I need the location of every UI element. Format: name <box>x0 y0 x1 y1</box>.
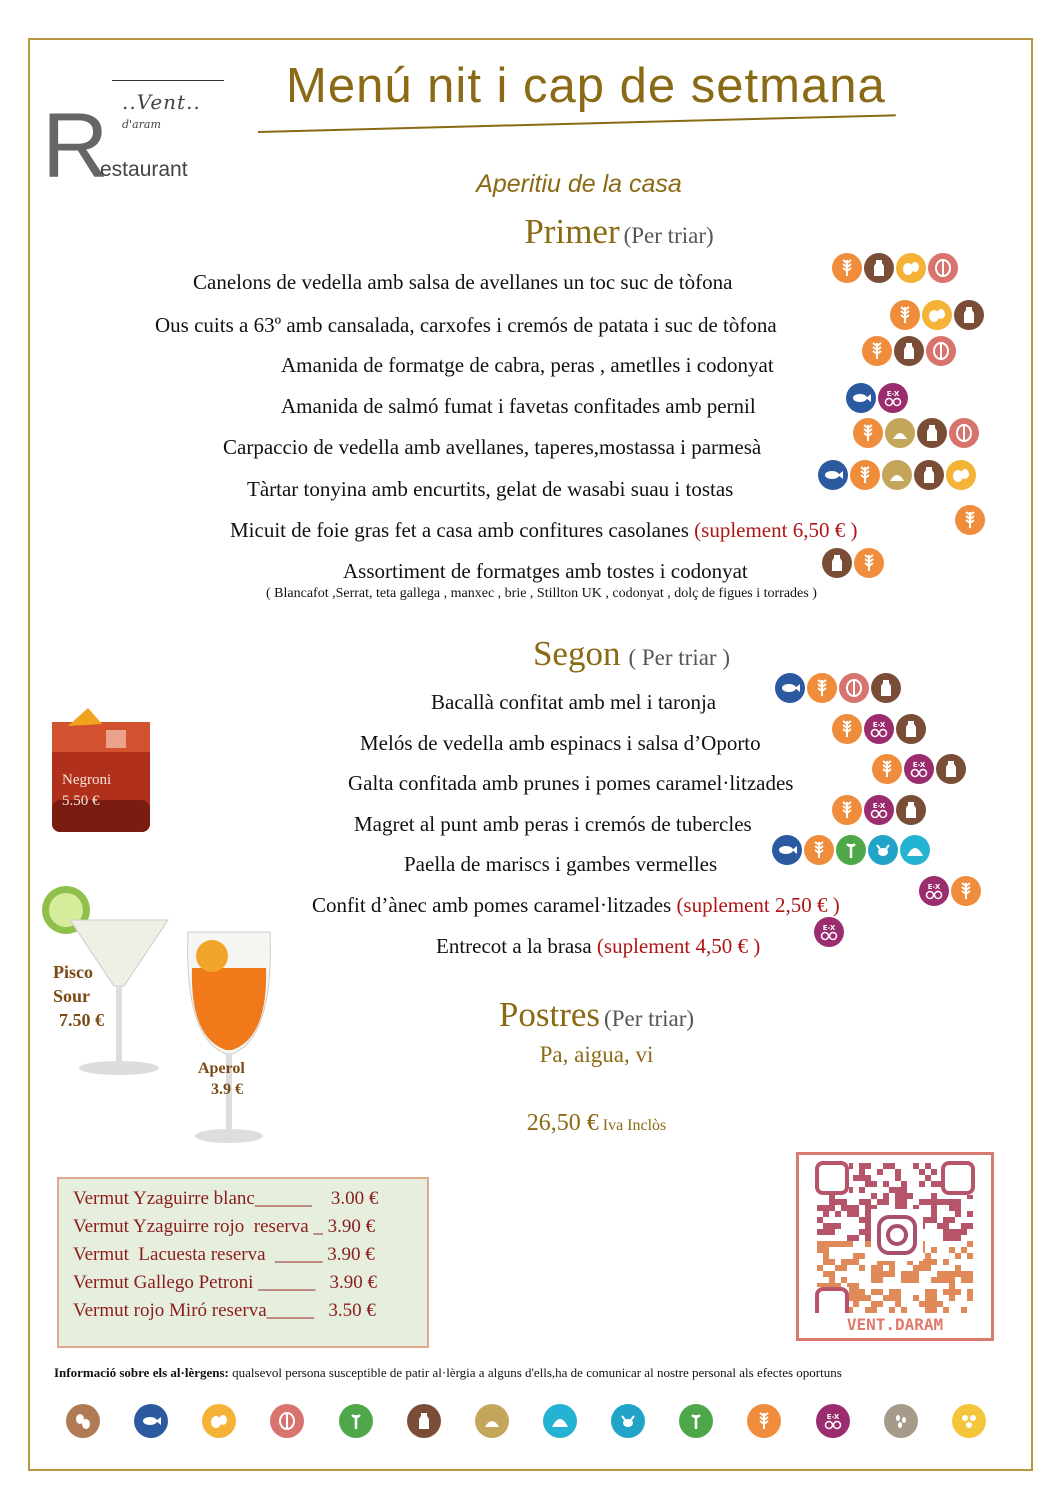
menu-price: 26,50 € Iva Inclòs <box>526 1110 667 1136</box>
dish-name: Tàrtar tonyina amb encurtits, gelat de wasabi suau i tostas <box>247 477 734 501</box>
gluten-icon <box>955 505 985 535</box>
gluten-icon <box>872 754 902 784</box>
dish-item <box>360 728 761 758</box>
negroni-glass-image <box>48 700 154 836</box>
dish-name: Paella de mariscs i gambes vermelles <box>404 852 718 876</box>
sesame-icon <box>884 1404 918 1438</box>
pisco-sour-label: Pisco Sour <box>53 962 93 1006</box>
gluten-icon <box>890 300 920 330</box>
milk-icon <box>914 460 944 490</box>
milk-icon <box>871 673 901 703</box>
aperol-label: Aperol <box>198 1060 245 1077</box>
dish-name: Confit d’ànec amb pomes caramel·litzades <box>312 893 672 917</box>
gluten-icon <box>807 673 837 703</box>
dish-item <box>431 687 716 717</box>
nuts-icon <box>949 418 979 448</box>
svg-text:E-X: E-X <box>826 1413 839 1421</box>
allergen-icons <box>775 673 901 703</box>
dish-item <box>247 474 733 504</box>
fish-icon <box>775 673 805 703</box>
dish-name: Galta confitada amb prunes i pomes caramel·litzades <box>348 771 794 795</box>
gluten-icon <box>832 714 862 744</box>
dish-name: Carpaccio de vedella amb avellanes, taperes,mostassa i parmesà <box>223 435 762 459</box>
dish-name: Amanida de formatge de cabra, peras , ametlles i codonyat <box>281 353 774 377</box>
fish-icon <box>772 835 802 865</box>
svg-text:E-X: E-X <box>886 390 900 398</box>
dish-suplement: (suplement 2,50 € ) <box>671 893 840 917</box>
gluten-icon <box>804 835 834 865</box>
dish-item <box>223 432 761 462</box>
vermut-row: Vermut Yzaguirre rojo reserva _ 3.90 € <box>73 1216 376 1237</box>
crustacean-icon <box>611 1404 645 1438</box>
postres-extras: Pa, aigua, vi <box>539 1042 654 1067</box>
vermut-row: Vermut Yzaguirre blanc______ 3.00 € <box>73 1188 379 1209</box>
dish-item <box>281 391 756 421</box>
sulphites-icon <box>864 795 894 825</box>
svg-text:E-X: E-X <box>912 761 926 769</box>
vermut-row: Vermut Gallego Petroni ______ 3.90 € <box>73 1272 377 1293</box>
sulphites-icon <box>864 714 894 744</box>
logo-big-r: R <box>42 95 109 197</box>
gluten-icon <box>951 876 981 906</box>
allergen-icons <box>919 876 981 906</box>
dish-name: Micuit de foie gras fet a casa amb confitures casolanes <box>230 518 689 542</box>
gluten-icon <box>832 253 862 283</box>
allergen-icons <box>822 548 884 578</box>
gluten-icon <box>862 336 892 366</box>
dish-name: Amanida de salmó fumat i favetas confitades amb pernil <box>281 394 756 418</box>
gluten-icon <box>747 1404 781 1438</box>
mustard-icon <box>882 460 912 490</box>
aperol-glass-image <box>184 928 274 1146</box>
pisco-sour-price: 7.50 € <box>59 1010 104 1030</box>
allergen-icons <box>955 505 985 535</box>
allergen-icons <box>832 253 958 283</box>
lupin-icon <box>952 1404 986 1438</box>
dish-item <box>343 556 748 586</box>
milk-icon <box>894 336 924 366</box>
allergen-icons <box>832 714 926 744</box>
nuts-icon <box>928 253 958 283</box>
milk-icon <box>896 795 926 825</box>
dish-item <box>230 515 857 545</box>
milk-icon <box>954 300 984 330</box>
peanut-icon <box>66 1404 100 1438</box>
allergen-icons <box>872 754 966 784</box>
gluten-icon <box>853 418 883 448</box>
page-title: Menú nit i cap de setmana <box>286 59 886 113</box>
dish-item <box>155 310 777 340</box>
milk-icon <box>822 548 852 578</box>
dish-item <box>312 890 840 920</box>
dish-name: Assortiment de formatges amb tostes i codonyat <box>343 559 748 583</box>
qr-label: VENT.DARAM <box>846 1315 944 1334</box>
egg-icon <box>946 460 976 490</box>
dish-name: Canelons de vedella amb salsa de avellanes un toc suc de tòfona <box>193 270 733 294</box>
sulphites-icon <box>904 754 934 784</box>
celery-icon <box>339 1404 373 1438</box>
milk-icon <box>864 253 894 283</box>
allergen-icons <box>772 835 930 865</box>
vermut-row: Vermut rojo Miró reserva_____ 3.50 € <box>73 1300 376 1321</box>
allergen-icons <box>832 795 926 825</box>
allergen-icons <box>862 336 956 366</box>
instagram-qr-code[interactable] <box>796 1152 994 1341</box>
aperol-price: 3.9 € <box>211 1081 243 1098</box>
mustard-icon <box>885 418 915 448</box>
gluten-icon <box>850 460 880 490</box>
svg-text:E-X: E-X <box>872 721 886 729</box>
svg-text:E-X: E-X <box>927 883 941 891</box>
nuts-icon <box>839 673 869 703</box>
dish-item <box>281 350 774 380</box>
sulphites-icon <box>814 917 844 947</box>
mustard-icon <box>475 1404 509 1438</box>
allergen-icons <box>846 383 908 413</box>
segon-heading: Segon ( Per triar ) <box>532 634 731 673</box>
logo-restaurant-text: estaurant <box>100 158 188 181</box>
crustacean-icon <box>868 835 898 865</box>
dish-item <box>404 849 717 879</box>
nuts-icon <box>926 336 956 366</box>
allergen-icons <box>890 300 984 330</box>
svg-text:E-X: E-X <box>822 924 836 932</box>
dish-item <box>348 768 793 798</box>
celery-icon <box>679 1404 713 1438</box>
restaurant-logo: ..Vent.. d'aram <box>112 80 224 140</box>
negroni-price: 5.50 € <box>62 793 100 809</box>
mollusc-icon <box>543 1404 577 1438</box>
celery-icon <box>836 835 866 865</box>
qr-pattern <box>799 1155 991 1313</box>
negroni-label: Negroni <box>62 772 112 788</box>
dish-item <box>436 931 760 961</box>
milk-icon <box>407 1404 441 1438</box>
allergen-legend <box>66 1404 986 1438</box>
gluten-icon <box>854 548 884 578</box>
dish-name: Entrecot a la brasa <box>436 934 592 958</box>
vermut-box <box>57 1177 429 1348</box>
dish-name: Ous cuits a 63º amb cansalada, carxofes i cremós de patata i suc de tòfona <box>155 313 777 337</box>
aperitiu-line: Aperitiu de la casa <box>476 170 682 198</box>
allergen-icons <box>853 418 979 448</box>
egg-icon <box>922 300 952 330</box>
cheese-note: ( Blancafot ,Serrat, teta gallega , manxec , brie , Stillton UK , codonyat , dolç de figues i torrades ) <box>266 586 817 601</box>
sulphites-icon <box>878 383 908 413</box>
dish-name: Magret al punt amb peras i cremós de tubercles <box>354 812 752 836</box>
vermut-row: Vermut Lacuesta reserva _____ 3.90 € <box>73 1244 375 1265</box>
svg-text:E-X: E-X <box>872 802 886 810</box>
dish-suplement: (suplement 4,50 € ) <box>591 934 761 958</box>
primer-heading: Primer (Per triar) <box>524 212 714 251</box>
milk-icon <box>936 754 966 784</box>
mollusc-icon <box>900 835 930 865</box>
fish-icon <box>818 460 848 490</box>
milk-icon <box>917 418 947 448</box>
sulphites-icon <box>919 876 949 906</box>
fish-icon <box>846 383 876 413</box>
sulphites-icon <box>816 1404 850 1438</box>
nuts-icon <box>270 1404 304 1438</box>
fish-icon <box>134 1404 168 1438</box>
dish-name: Melós de vedella amb espinacs i salsa d’Oporto <box>360 731 761 755</box>
egg-icon <box>896 253 926 283</box>
egg-icon <box>202 1404 236 1438</box>
allergen-info: Informació sobre els al·lèrgens: qualsevol persona susceptible de patir al·lèrgia a alguns d'ells,ha de comunicar al nostre personal als efectes oportuns <box>54 1365 842 1380</box>
dish-item <box>354 809 752 839</box>
allergen-icons <box>818 460 976 490</box>
postres-heading: Postres (Per triar) <box>498 995 695 1034</box>
gluten-icon <box>832 795 862 825</box>
dish-suplement: (suplement 6,50 € ) <box>688 518 858 542</box>
milk-icon <box>896 714 926 744</box>
dish-item <box>193 267 732 297</box>
dish-name: Bacallà confitat amb mel i taronja <box>431 690 717 714</box>
allergen-icons <box>814 917 844 947</box>
